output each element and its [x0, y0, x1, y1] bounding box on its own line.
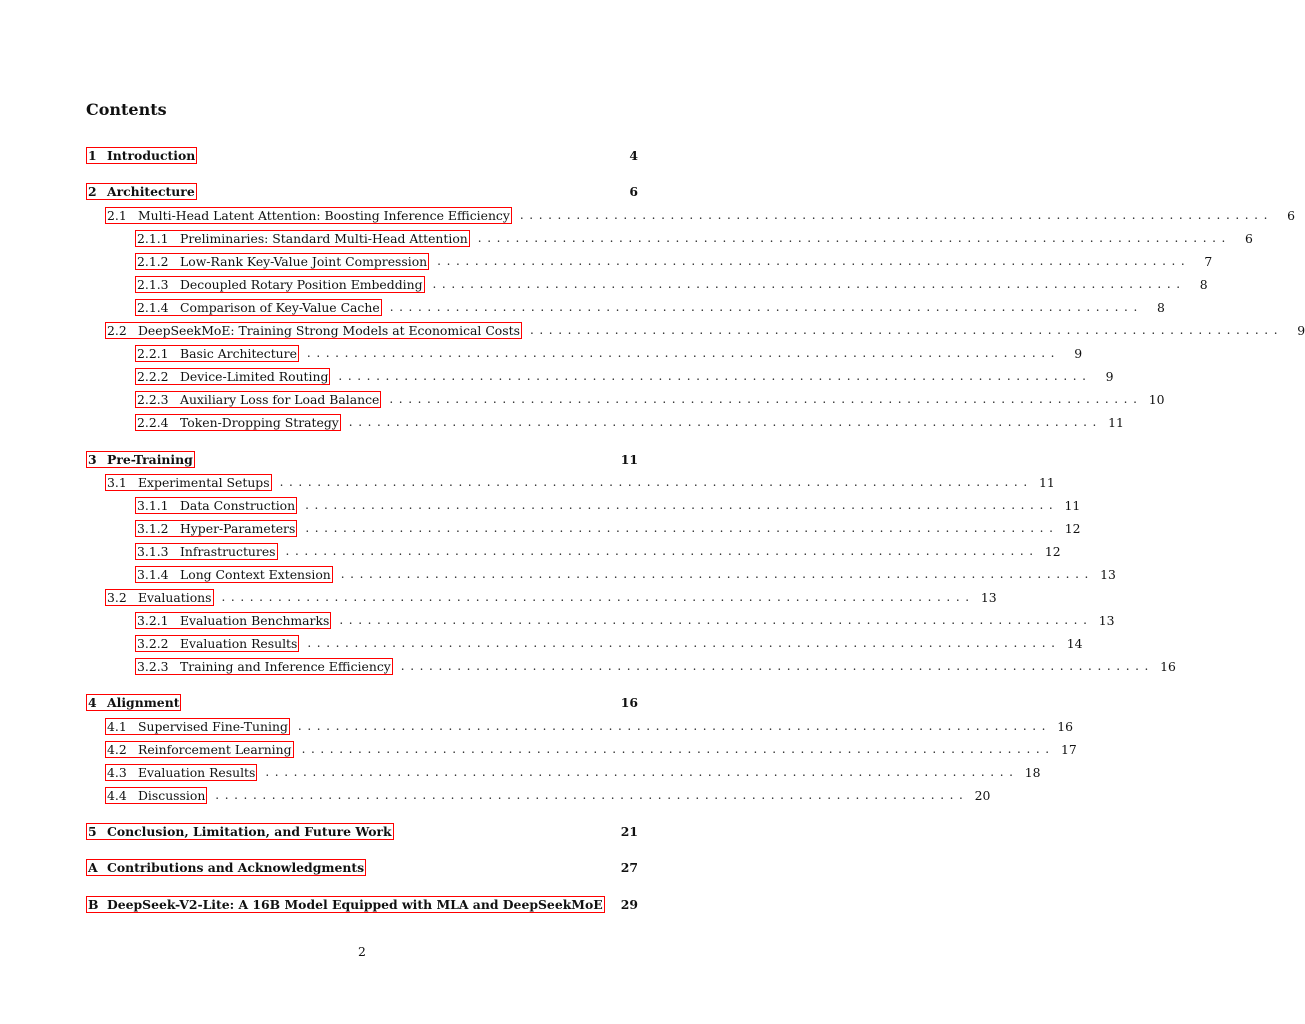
toc-entry-title: Introduction [107, 147, 196, 163]
toc-entry-page: 14 [1066, 635, 1083, 651]
toc-leader-dots: ................................................................................ [279, 475, 1033, 489]
toc-link[interactable] [135, 612, 331, 629]
toc-entry-number: B [88, 896, 99, 912]
toc-entry-title: Evaluation Results [138, 764, 256, 780]
toc-entry-title: Infrastructures [180, 543, 276, 559]
toc-entry [105, 716, 1074, 736]
toc-leader-dots: ................................................................................ [437, 254, 1191, 268]
toc-link[interactable] [86, 694, 181, 711]
toc-entry [86, 692, 638, 712]
toc-link[interactable] [86, 147, 197, 164]
toc-entry-number: 2.2.4 [137, 414, 169, 430]
toc-link[interactable] [135, 635, 299, 652]
toc-entry-number: 3.1.1 [137, 497, 169, 513]
toc-entry-number: 3.2.1 [137, 612, 169, 628]
toc-entry [86, 821, 638, 841]
toc-entry-number: 4.2 [107, 741, 127, 757]
toc-link[interactable] [135, 658, 393, 675]
toc-entry-page: 13 [980, 589, 997, 605]
toc-entry [86, 894, 638, 914]
toc-entry-title: Architecture [107, 183, 195, 199]
toc-link[interactable] [135, 391, 381, 408]
toc-link[interactable] [86, 859, 366, 876]
toc-entry-title: Contributions and Acknowledgments [107, 859, 365, 875]
toc-entry-page: 9 [1297, 322, 1305, 338]
toc-leader-dots: ................................................................................ [400, 659, 1154, 673]
toc-entry [135, 541, 1061, 561]
toc-entry [105, 587, 997, 607]
toc-leader-dots: ................................................................................ [306, 346, 1061, 360]
toc-entry-title: Preliminaries: Standard Multi-Head Attention [180, 230, 468, 246]
toc-entry-number: 2.2.1 [137, 345, 169, 361]
toc-leader-dots: ................................................................................ [389, 300, 1143, 314]
toc-link[interactable] [135, 299, 382, 316]
toc-entry [135, 389, 1165, 409]
toc-entry [135, 610, 1115, 630]
toc-leader-dots: ................................................................................ [305, 521, 1059, 535]
toc-entry-page: 7 [1204, 253, 1213, 269]
toc-entry-number: 3.1.4 [137, 566, 169, 582]
toc-entry-title: Hyper-Parameters [180, 520, 296, 536]
toc-entry-page: 27 [620, 859, 638, 875]
toc-link[interactable] [135, 276, 425, 293]
toc-entry [86, 145, 638, 165]
toc-entry-number: 3 [88, 451, 97, 467]
toc-entry [105, 205, 1296, 225]
toc-entry [135, 518, 1081, 538]
toc-leader-dots: ................................................................................ [215, 788, 969, 802]
toc-entry [105, 739, 1077, 759]
toc-entry-title: Training and Inference Efficiency [180, 658, 391, 674]
toc-link[interactable] [105, 787, 207, 804]
page-number: 2 [358, 944, 366, 959]
toc-entry-page: 6 [1287, 207, 1296, 223]
toc-entry-title: Token-Dropping Strategy [180, 414, 339, 430]
toc-entry-number: 4.3 [107, 764, 127, 780]
toc-link[interactable] [105, 764, 257, 781]
toc-entry-number: 5 [88, 823, 97, 839]
toc-entry [105, 320, 1305, 340]
toc-link[interactable] [135, 566, 333, 583]
toc-entry-page: 4 [629, 147, 638, 163]
toc-entry-page: 11 [1064, 497, 1081, 513]
toc-leader-dots: ................................................................................ [265, 765, 1019, 779]
toc-entry-number: 3.2.2 [137, 635, 169, 651]
toc-entry-page: 16 [1057, 718, 1074, 734]
toc-link[interactable] [86, 183, 197, 200]
toc-link[interactable] [86, 896, 605, 913]
toc-entry-title: DeepSeekMoE: Training Strong Models at Economical Costs [138, 322, 520, 338]
toc-entry-title: Long Context Extension [180, 566, 331, 582]
toc-entry-number: 2.1.1 [137, 230, 169, 246]
toc-entry-title: Multi-Head Latent Attention: Boosting Inference Efficiency [138, 207, 510, 223]
toc-entry-page: 18 [1024, 764, 1041, 780]
toc-entry [135, 228, 1253, 248]
toc-entry-title: Basic Architecture [180, 345, 297, 361]
toc-entry [105, 785, 991, 805]
toc-link[interactable] [135, 543, 278, 560]
toc-link[interactable] [86, 451, 195, 468]
toc-entry-page: 8 [1156, 299, 1165, 315]
toc-link[interactable] [105, 741, 294, 758]
toc-entry-page: 17 [1060, 741, 1077, 757]
toc-entry-number: 3.1.2 [137, 520, 169, 536]
toc-entry-title: Data Construction [180, 497, 296, 513]
toc-entry-number: 2.1.3 [137, 276, 169, 292]
toc-entry-title: Alignment [107, 694, 180, 710]
toc-leader-dots: ................................................................................ [221, 590, 975, 604]
toc-leader-dots: ................................................................................ [529, 323, 1284, 337]
toc-entry-title: Low-Rank Key-Value Joint Compression [180, 253, 428, 269]
toc-entry-number: 4.1 [107, 718, 127, 734]
toc-entry-page: 29 [620, 896, 638, 912]
toc-entry-title: Evaluations [138, 589, 212, 605]
toc-link[interactable] [135, 414, 341, 431]
toc-leader-dots: ................................................................................ [519, 208, 1274, 222]
toc-link[interactable] [105, 207, 512, 224]
toc-entry [135, 297, 1165, 317]
toc-entry-number: 3.2 [107, 589, 127, 605]
toc-entry [135, 633, 1083, 653]
toc-entry [135, 251, 1213, 271]
toc-entry-number: 2.1.2 [137, 253, 169, 269]
toc-entry-number: 2.1.4 [137, 299, 169, 315]
toc-entry-title: Comparison of Key-Value Cache [180, 299, 380, 315]
toc-entry [105, 472, 1055, 492]
toc-entry-page: 16 [620, 694, 638, 710]
toc-leader-dots: ................................................................................ [340, 567, 1094, 581]
toc-leader-dots: ................................................................................ [305, 498, 1059, 512]
toc-leader-dots: ................................................................................ [477, 231, 1231, 245]
toc-entry-title: Reinforcement Learning [138, 741, 292, 757]
toc-link[interactable] [135, 520, 297, 537]
toc-entry-page: 21 [620, 823, 638, 839]
toc-entry [135, 495, 1081, 515]
toc-entry-number: A [88, 859, 98, 875]
toc-entry-page: 8 [1199, 276, 1208, 292]
toc-entry [135, 656, 1176, 676]
toc-entry [86, 857, 638, 877]
toc-entry-page: 16 [1160, 658, 1176, 674]
toc-entry-number: 3.1.3 [137, 543, 169, 559]
toc-entry-title: Discussion [138, 787, 206, 803]
toc-leader-dots: ................................................................................ [338, 369, 1092, 383]
toc-leader-dots: ................................................................................ [285, 544, 1039, 558]
toc-entry-page: 10 [1148, 391, 1165, 407]
toc-entry-number: 3.1 [107, 474, 127, 490]
toc-link[interactable] [86, 823, 394, 840]
toc-entry-title: DeepSeek-V2-Lite: A 16B Model Equipped with MLA and DeepSeekMoE [107, 896, 603, 912]
toc-leader-dots: ................................................................................ [301, 742, 1055, 756]
contents-heading: Contents [86, 100, 167, 119]
toc-entry-page: 9 [1074, 345, 1083, 361]
toc-entry-number: 4.4 [107, 787, 127, 803]
toc-link[interactable] [135, 497, 297, 514]
toc-entry-number: 4 [88, 694, 97, 710]
toc-link[interactable] [105, 474, 272, 491]
toc-entry-page: 6 [1245, 230, 1253, 246]
toc-link[interactable] [105, 718, 290, 735]
toc-entry-page: 12 [1064, 520, 1081, 536]
toc-leader-dots: ................................................................................ [339, 613, 1093, 627]
toc-entry-title: Conclusion, Limitation, and Future Work [107, 823, 392, 839]
toc-entry [105, 762, 1041, 782]
toc-entry-title: Auxiliary Loss for Load Balance [180, 391, 380, 407]
toc-link[interactable] [135, 345, 299, 362]
toc-entry-title: Decoupled Rotary Position Embedding [180, 276, 423, 292]
toc-entry-page: 12 [1044, 543, 1061, 559]
toc-entry-title: Supervised Fine-Tuning [138, 718, 288, 734]
toc-entry-title: Evaluation Benchmarks [180, 612, 330, 628]
toc-entry-title: Pre-Training [107, 451, 193, 467]
toc-entry-number: 2.2.3 [137, 391, 169, 407]
toc-entry-number: 2.2 [107, 322, 127, 338]
toc-entry-page: 9 [1105, 368, 1114, 384]
toc-entry-title: Evaluation Results [180, 635, 298, 651]
toc-entry-page: 11 [620, 451, 638, 467]
toc-entry [135, 366, 1114, 386]
toc-entry [135, 564, 1116, 584]
toc-entry-number: 1 [88, 147, 97, 163]
toc-entry [135, 343, 1083, 363]
toc-entry-number: 2.2.2 [137, 368, 169, 384]
toc-link[interactable] [135, 368, 330, 385]
toc-entry-page: 11 [1038, 474, 1055, 490]
toc-entry [135, 274, 1208, 294]
toc-link[interactable] [105, 322, 522, 339]
toc-entry [86, 181, 638, 201]
toc-entry-page: 20 [974, 787, 991, 803]
toc-entry-number: 3.2.3 [137, 658, 169, 674]
toc-leader-dots: ................................................................................ [389, 392, 1143, 406]
toc-entry-page: 13 [1098, 612, 1115, 628]
toc-entry-page: 13 [1100, 566, 1116, 582]
toc-entry-page: 6 [629, 183, 638, 199]
toc-entry-title: Device-Limited Routing [180, 368, 329, 384]
toc-leader-dots: ................................................................................ [348, 415, 1102, 429]
toc-leader-dots: ................................................................................ [307, 636, 1061, 650]
toc-link[interactable] [135, 253, 429, 270]
toc-link[interactable] [135, 230, 470, 247]
toc-entry [135, 412, 1124, 432]
toc-entry [86, 449, 638, 469]
toc-entry-title: Experimental Setups [138, 474, 270, 490]
toc-leader-dots: ................................................................................ [432, 277, 1186, 291]
toc-leader-dots: ................................................................................ [297, 719, 1052, 733]
toc-link[interactable] [105, 589, 214, 606]
toc-entry-number: 2 [88, 183, 97, 199]
toc-entry-number: 2.1 [107, 207, 127, 223]
toc-entry-page: 11 [1108, 414, 1124, 430]
